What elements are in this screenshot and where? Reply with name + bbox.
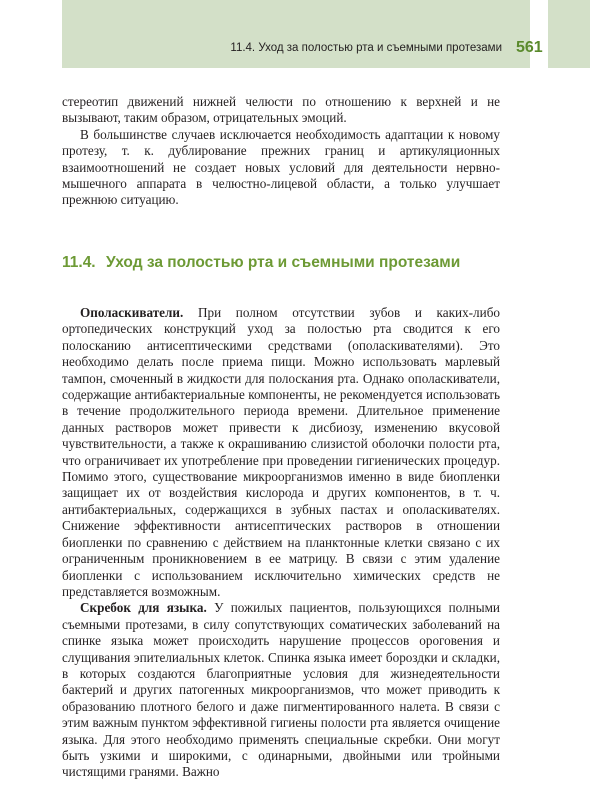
section-title: Уход за полостью рта и съемными протезами [105,254,461,271]
paragraph-tongue-scraper-text: У пожилых пациентов, пользующихся полными съемными протезами, в силу сопутствующих соматических заболеваний на спинке языка может происходить нарушение процессов ороговения и слущивания эпителиальных клеток. Спинка языка имеет бороздки и складки, в которых создаются благоприятные условия для жизнедеятельности бактерий и других патогенных микроорганизмов, что может приводить к образованию плотного белого и даже пигментированного налета. В связи с этим важным пунктом эффективной гигиены полости рта является очищение языка. Для этого необходимо применять специальные скребки. Они могут быть узкими и широкими, с одинарными, двойными или тройными чистящими гранями. Важно [62,600,500,780]
paragraph-rinses [62,305,500,600]
section-number: 11.4. [62,254,96,271]
paragraph-tongue-scraper [62,600,500,780]
header-band [62,0,530,68]
section-heading [62,254,460,272]
running-head: 11.4. Уход за полостью рта и съемными протезами [230,42,502,54]
intro-paragraph-2: В большинстве случаев исключается необходимость адаптации к новому протезу, т. к. дублирование прежних границ и артикуляционных взаимоотношений не создает новых условий для деятельности нервно-мышечного аппарата в челюстно-лицевой области, а только улучшает прежнюю ситуацию. [62,126,500,208]
body-text [62,305,500,781]
paragraph-rinses-text: При полном отсутствии зубов и каких-либо ортопедических конструкций уход за полостью рта сводится к его полосканию антисептическими средствами (ополаскивателями). Это необходимо делать после приема пищи. Можно использовать марлевый тампон, смоченный в жидкости для полоскания рта. Однако ополаскиватели, содержащие антибактериальные компоненты, не рекомендуется использовать в течение продолжительного периода времени. Длительное применение данных растворов может привести к дисбиозу, изменению вкусовой чувствительности, а также к окрашиванию слизистой оболочки полости рта, что ограничивает их употребление при проведении гигиенических процедур. Помимо этого, существование микроорганизмов именно в виде биопленки защищает их от воздействия кислорода и других компонентов, в т. ч. антибактериальных, содержащихся в зубных пастах и ополаскивателях. Снижение эффективности антисептических растворов в отношении биопленки по сравнению с действием на планктонные клетки связано с их ограниченным проникновением в ее матрицу. В связи с этим удаление биопленки с использованием исключительно химических средств не представляется возможным. [62,305,500,599]
paragraph-rinses-lead: Ополаскиватели. [80,305,184,320]
intro-paragraph-1: стереотип движений нижней челюсти по отношению к верхней и не вызывают, таким образом, отрицательных эмоций. [62,94,500,126]
page-number: 561 [516,39,543,56]
header-side-tab [548,0,590,68]
intro-text [62,94,500,209]
paragraph-tongue-scraper-lead: Скребок для языка. [80,600,207,616]
